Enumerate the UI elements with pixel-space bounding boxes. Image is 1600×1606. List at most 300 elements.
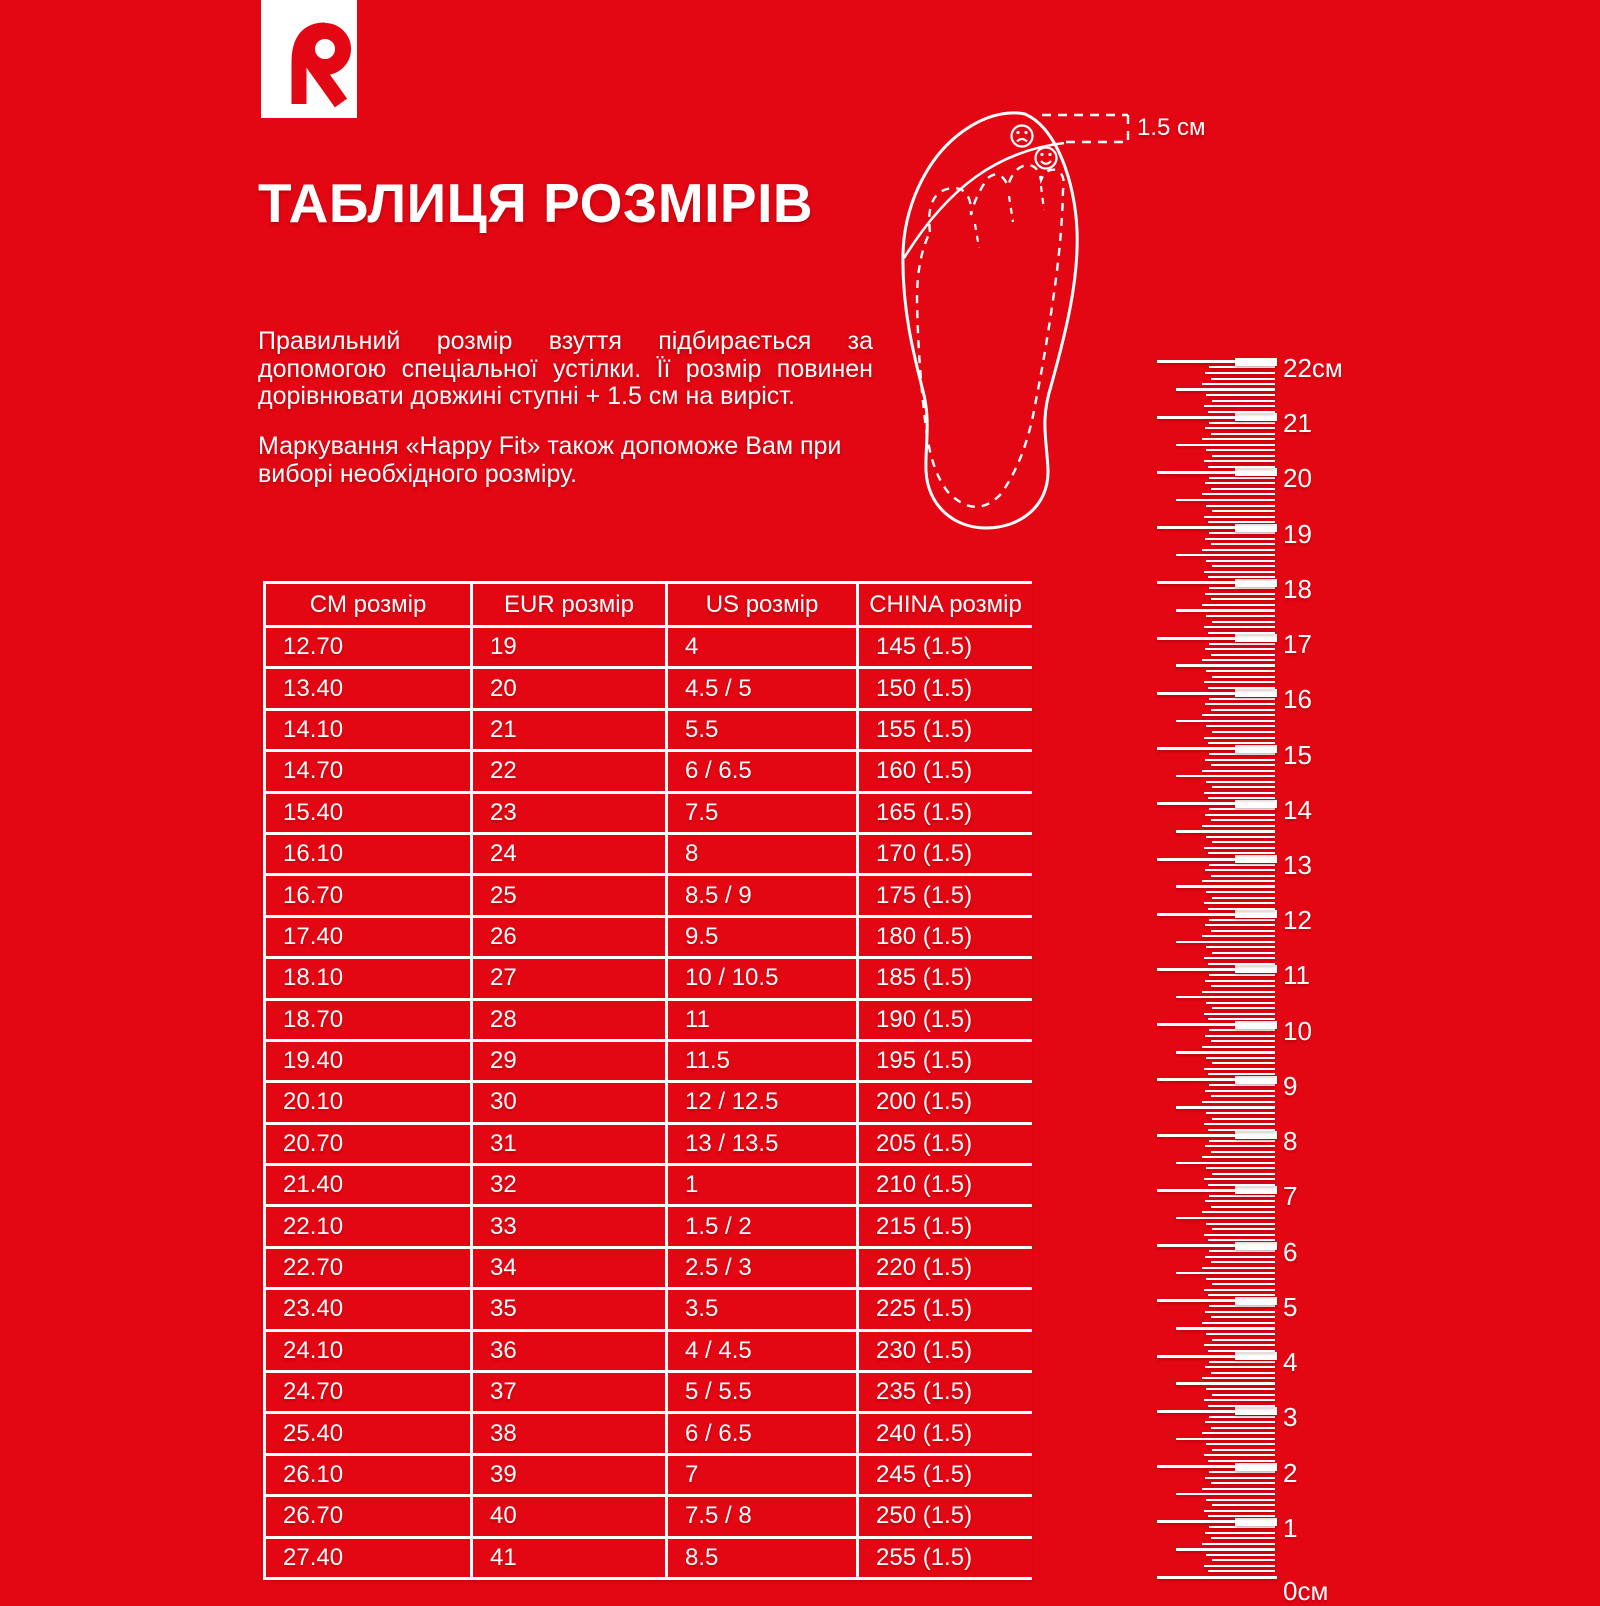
ruler-cm-bar bbox=[1235, 1131, 1277, 1139]
table-cell: 165 (1.5) bbox=[856, 794, 1032, 832]
ruler-cm-line bbox=[1157, 581, 1277, 584]
table-cell: 29 bbox=[470, 1042, 665, 1080]
ruler-mm-tick bbox=[1202, 1488, 1275, 1490]
ruler-mm-tick bbox=[1212, 1339, 1275, 1341]
ruler-5mm-tick bbox=[1176, 554, 1275, 557]
table-cell: 16.10 bbox=[263, 835, 470, 873]
ruler-mm-tick bbox=[1209, 808, 1275, 810]
ruler-mm-tick bbox=[1212, 731, 1275, 733]
ruler-mm-tick bbox=[1202, 604, 1275, 606]
ruler-cm-line bbox=[1157, 1023, 1277, 1026]
table-cell: 6 / 6.5 bbox=[665, 752, 856, 790]
ruler-mm-tick bbox=[1211, 1261, 1275, 1263]
ruler-mm-tick bbox=[1206, 1167, 1275, 1169]
table-cell: 3.5 bbox=[665, 1290, 856, 1328]
table-row bbox=[263, 669, 1032, 710]
ruler-mm-tick bbox=[1212, 1007, 1275, 1009]
ruler-mm-tick bbox=[1206, 781, 1275, 783]
ruler-mm-tick bbox=[1206, 836, 1275, 838]
table-cell: 22.70 bbox=[263, 1249, 470, 1287]
ruler-mm-tick bbox=[1209, 1416, 1275, 1418]
ruler-mm-tick bbox=[1209, 919, 1275, 921]
foot-diagram bbox=[890, 90, 1220, 550]
ruler-cm-bar bbox=[1235, 1352, 1277, 1360]
ruler-mm-tick bbox=[1209, 1140, 1275, 1142]
ruler-mm-tick bbox=[1202, 1432, 1275, 1434]
ruler-mm-tick bbox=[1206, 1223, 1275, 1225]
ruler-label: 9 bbox=[1283, 1070, 1298, 1101]
ruler-5mm-tick bbox=[1176, 1382, 1275, 1385]
ruler-mm-tick bbox=[1212, 897, 1275, 899]
table-header-cell: CM розмір bbox=[263, 584, 470, 625]
table-row bbox=[263, 1373, 1032, 1414]
ruler-mm-tick bbox=[1205, 593, 1275, 595]
ruler-cm-bar bbox=[1235, 1407, 1277, 1415]
ruler-mm-tick bbox=[1208, 797, 1275, 799]
ruler-mm-tick bbox=[1202, 935, 1275, 937]
table-row bbox=[263, 1249, 1032, 1290]
table-cell: 20 bbox=[470, 669, 665, 707]
table-cell: 30 bbox=[470, 1083, 665, 1121]
ruler-5mm-tick bbox=[1176, 1272, 1275, 1275]
table-cell: 21 bbox=[470, 711, 665, 749]
table-cell: 240 (1.5) bbox=[856, 1414, 1032, 1452]
table-row bbox=[263, 1166, 1032, 1207]
ruler-mm-tick bbox=[1212, 510, 1275, 512]
measure-bracket bbox=[1042, 115, 1128, 142]
table-cell: 5 / 5.5 bbox=[665, 1373, 856, 1411]
ruler-cm-bar bbox=[1235, 1297, 1277, 1305]
ruler-mm-tick bbox=[1208, 1184, 1275, 1186]
ruler-mm-tick bbox=[1209, 1471, 1275, 1473]
table-row bbox=[263, 876, 1032, 917]
table-cell: 17.40 bbox=[263, 918, 470, 956]
table-cell: 21.40 bbox=[263, 1166, 470, 1204]
table-cell: 8 bbox=[665, 835, 856, 873]
ruler-mm-tick bbox=[1209, 1526, 1275, 1528]
table-row bbox=[263, 1207, 1032, 1248]
ruler-mm-tick bbox=[1204, 1068, 1275, 1070]
table-cell: 12 / 12.5 bbox=[665, 1083, 856, 1121]
ruler-mm-tick bbox=[1212, 676, 1275, 678]
ruler-label: 10 bbox=[1283, 1015, 1312, 1046]
table-cell: 200 (1.5) bbox=[856, 1083, 1032, 1121]
ruler-cm-line bbox=[1157, 1355, 1277, 1358]
ruler-mm-tick bbox=[1205, 980, 1275, 982]
ruler-mm-tick bbox=[1202, 1377, 1275, 1379]
ruler-label: 22см bbox=[1283, 352, 1343, 383]
intro-paragraph-1: Правильний розмір взуття підбирається за допомогою спеціальної устілки. Її розмір повинен дорівнювати довжині ступні + 1.5 см на виріст. bbox=[258, 327, 873, 410]
ruler-cm-line bbox=[1157, 1576, 1277, 1579]
ruler-label: 4 bbox=[1283, 1347, 1298, 1378]
ruler-5mm-tick bbox=[1176, 775, 1275, 778]
table-cell: 7.5 bbox=[665, 794, 856, 832]
table-cell: 145 (1.5) bbox=[856, 628, 1032, 666]
ruler-mm-tick bbox=[1208, 1129, 1275, 1131]
ruler-5mm-tick bbox=[1176, 1051, 1275, 1054]
ruler-label: 12 bbox=[1283, 905, 1312, 936]
table-row bbox=[263, 1497, 1032, 1538]
ruler-mm-tick bbox=[1211, 930, 1275, 932]
table-row bbox=[263, 1414, 1032, 1455]
ruler-mm-tick bbox=[1209, 1361, 1275, 1363]
table-row bbox=[263, 1125, 1032, 1166]
ruler-5mm-tick bbox=[1176, 609, 1275, 612]
ruler-cm-bar bbox=[1235, 1518, 1277, 1526]
ruler-mm-tick bbox=[1212, 1394, 1275, 1396]
table-cell: 41 bbox=[470, 1539, 665, 1577]
ruler-mm-tick bbox=[1206, 1443, 1275, 1445]
ruler-label: 18 bbox=[1283, 573, 1312, 604]
ruler-mm-tick bbox=[1206, 1333, 1275, 1335]
ruler-mm-tick bbox=[1209, 1084, 1275, 1086]
ruler-label: 14 bbox=[1283, 794, 1312, 825]
ruler-cm-line bbox=[1157, 802, 1277, 805]
table-cell: 24.10 bbox=[263, 1332, 470, 1370]
ruler-cm-line bbox=[1157, 968, 1277, 971]
table-cell: 25.40 bbox=[263, 1414, 470, 1452]
ruler-mm-tick bbox=[1205, 1200, 1275, 1202]
table-cell: 11 bbox=[665, 1001, 856, 1039]
table-cell: 205 (1.5) bbox=[856, 1125, 1032, 1163]
ruler-label: 2 bbox=[1283, 1457, 1298, 1488]
ruler-mm-tick bbox=[1202, 1267, 1275, 1269]
ruler-mm-tick bbox=[1208, 576, 1275, 578]
ruler-mm-tick bbox=[1208, 687, 1275, 689]
ruler-mm-tick bbox=[1206, 1278, 1275, 1280]
ruler-5mm-tick bbox=[1176, 1217, 1275, 1220]
table-cell: 8.5 / 9 bbox=[665, 876, 856, 914]
ruler-mm-tick bbox=[1204, 1123, 1275, 1125]
ruler-mm-tick bbox=[1208, 963, 1275, 965]
ruler-mm-tick bbox=[1212, 952, 1275, 954]
table-cell: 9.5 bbox=[665, 918, 856, 956]
table-row bbox=[263, 794, 1032, 835]
ruler-mm-tick bbox=[1209, 1305, 1275, 1307]
ruler-mm-tick bbox=[1208, 1239, 1275, 1241]
table-cell: 250 (1.5) bbox=[856, 1497, 1032, 1535]
ruler-mm-tick bbox=[1206, 1554, 1275, 1556]
ruler-cm-line bbox=[1157, 858, 1277, 861]
table-row bbox=[263, 1290, 1032, 1331]
toe-cap-line bbox=[904, 143, 1064, 258]
table-cell: 8.5 bbox=[665, 1539, 856, 1577]
ruler-mm-tick bbox=[1211, 1095, 1275, 1097]
ruler-mm-tick bbox=[1211, 543, 1275, 545]
ruler-mm-tick bbox=[1211, 1427, 1275, 1429]
ruler-mm-tick bbox=[1205, 1311, 1275, 1313]
table-cell: 24 bbox=[470, 835, 665, 873]
ruler-mm-tick bbox=[1205, 924, 1275, 926]
ruler-mm-tick bbox=[1211, 875, 1275, 877]
ruler-mm-tick bbox=[1204, 1399, 1275, 1401]
ruler-mm-tick bbox=[1208, 1073, 1275, 1075]
ruler-mm-tick bbox=[1202, 714, 1275, 716]
ruler-mm-tick bbox=[1212, 1118, 1275, 1120]
table-cell: 5.5 bbox=[665, 711, 856, 749]
table-cell: 38 bbox=[470, 1414, 665, 1452]
ruler-cm-bar bbox=[1235, 1463, 1277, 1471]
ruler-cm-bar bbox=[1235, 1242, 1277, 1250]
ruler-5mm-tick bbox=[1176, 1493, 1275, 1496]
table-row bbox=[263, 1539, 1032, 1580]
table-cell: 12.70 bbox=[263, 628, 470, 666]
ruler-cm-line bbox=[1157, 913, 1277, 916]
table-cell: 4.5 / 5 bbox=[665, 669, 856, 707]
ruler-cm-line bbox=[1157, 1520, 1277, 1523]
ruler-cm-line bbox=[1157, 1244, 1277, 1247]
ruler-mm-tick bbox=[1209, 1250, 1275, 1252]
ruler-mm-tick bbox=[1206, 560, 1275, 562]
ruler-mm-tick bbox=[1205, 1421, 1275, 1423]
ruler-mm-tick bbox=[1206, 670, 1275, 672]
ruler-5mm-tick bbox=[1176, 1438, 1275, 1441]
table-cell: 34 bbox=[470, 1249, 665, 1287]
ruler-cm-line bbox=[1157, 1299, 1277, 1302]
ruler-mm-tick bbox=[1206, 946, 1275, 948]
table-cell: 37 bbox=[470, 1373, 665, 1411]
ruler-5mm-tick bbox=[1176, 1327, 1275, 1330]
table-cell: 18.70 bbox=[263, 1001, 470, 1039]
ruler-mm-tick bbox=[1208, 1460, 1275, 1462]
table-row bbox=[263, 711, 1032, 752]
ruler-mm-tick bbox=[1204, 626, 1275, 628]
ruler-mm-tick bbox=[1211, 433, 1275, 435]
ruler-label: 17 bbox=[1283, 629, 1312, 660]
ruler-mm-tick bbox=[1206, 615, 1275, 617]
table-row bbox=[263, 1083, 1032, 1124]
ruler-cm-bar bbox=[1235, 1186, 1277, 1194]
table-cell: 27 bbox=[470, 959, 665, 997]
toe-separator-lines bbox=[975, 186, 1044, 248]
table-row bbox=[263, 1042, 1032, 1083]
ruler-mm-tick bbox=[1209, 1029, 1275, 1031]
ruler-5mm-tick bbox=[1176, 1106, 1275, 1109]
table-cell: 175 (1.5) bbox=[856, 876, 1032, 914]
table-cell: 26.10 bbox=[263, 1456, 470, 1494]
ruler-mm-tick bbox=[1202, 1211, 1275, 1213]
table-row bbox=[263, 752, 1032, 793]
ruler-mm-tick bbox=[1212, 621, 1275, 623]
ruler-mm-tick bbox=[1208, 908, 1275, 910]
table-cell: 26.70 bbox=[263, 1497, 470, 1535]
ruler-mm-tick bbox=[1204, 737, 1275, 739]
ruler-mm-tick bbox=[1212, 786, 1275, 788]
table-cell: 4 bbox=[665, 628, 856, 666]
ruler-mm-tick bbox=[1209, 864, 1275, 866]
table-cell: 190 (1.5) bbox=[856, 1001, 1032, 1039]
table-cell: 185 (1.5) bbox=[856, 959, 1032, 997]
ruler-mm-tick bbox=[1209, 698, 1275, 700]
table-cell: 32 bbox=[470, 1166, 665, 1204]
ruler-mm-tick bbox=[1204, 1510, 1275, 1512]
table-cell: 210 (1.5) bbox=[856, 1166, 1032, 1204]
table-cell: 22 bbox=[470, 752, 665, 790]
table-row bbox=[263, 959, 1032, 1000]
ruler-mm-tick bbox=[1211, 488, 1275, 490]
ruler-5mm-tick bbox=[1176, 1162, 1275, 1165]
sad-face-icon bbox=[1012, 126, 1033, 147]
ruler-mm-tick bbox=[1208, 1294, 1275, 1296]
ruler-mm-tick bbox=[1212, 1283, 1275, 1285]
ruler-cm-line bbox=[1157, 1410, 1277, 1413]
ruler-cm-line bbox=[1157, 1134, 1277, 1137]
ruler-mm-tick bbox=[1205, 1090, 1275, 1092]
ruler-mm-tick bbox=[1204, 1565, 1275, 1567]
ruler-mm-tick bbox=[1204, 681, 1275, 683]
table-cell: 19 bbox=[470, 628, 665, 666]
ruler-mm-tick bbox=[1202, 1543, 1275, 1545]
table-cell: 6 / 6.5 bbox=[665, 1414, 856, 1452]
table-cell: 180 (1.5) bbox=[856, 918, 1032, 956]
ruler-mm-tick bbox=[1206, 1388, 1275, 1390]
table-cell: 33 bbox=[470, 1207, 665, 1245]
ruler-cm-line bbox=[1157, 1189, 1277, 1192]
ruler-mm-tick bbox=[1212, 455, 1275, 457]
ruler-mm-tick bbox=[1204, 1178, 1275, 1180]
ruler-cm-line bbox=[1157, 1078, 1277, 1081]
ruler-mm-tick bbox=[1205, 759, 1275, 761]
table-cell: 23.40 bbox=[263, 1290, 470, 1328]
ruler-mm-tick bbox=[1202, 659, 1275, 661]
table-row bbox=[263, 918, 1032, 959]
ruler-cm-line bbox=[1157, 747, 1277, 750]
table-cell: 160 (1.5) bbox=[856, 752, 1032, 790]
ruler-cm-bar bbox=[1235, 855, 1277, 863]
ruler-cm-bar bbox=[1235, 524, 1277, 532]
ruler-5mm-tick bbox=[1176, 885, 1275, 888]
table-cell: 18.10 bbox=[263, 959, 470, 997]
ruler-mm-tick bbox=[1202, 880, 1275, 882]
gap-size-label: 1.5 см bbox=[1137, 114, 1206, 141]
ruler-mm-tick bbox=[1211, 598, 1275, 600]
ruler-mm-tick bbox=[1208, 1515, 1275, 1517]
ruler-mm-tick bbox=[1204, 847, 1275, 849]
table-cell: 220 (1.5) bbox=[856, 1249, 1032, 1287]
ruler-cm-bar bbox=[1235, 413, 1277, 421]
table-cell: 19.40 bbox=[263, 1042, 470, 1080]
ruler-mm-tick bbox=[1211, 654, 1275, 656]
ruler-mm-tick bbox=[1211, 1482, 1275, 1484]
ruler-mm-tick bbox=[1206, 1057, 1275, 1059]
table-cell: 255 (1.5) bbox=[856, 1539, 1032, 1577]
ruler-cm-bar bbox=[1235, 358, 1277, 366]
table-cell: 7 bbox=[665, 1456, 856, 1494]
ruler-mm-tick bbox=[1202, 1101, 1275, 1103]
ruler-cm-line bbox=[1157, 1465, 1277, 1468]
table-cell: 26 bbox=[470, 918, 665, 956]
table-cell: 7.5 / 8 bbox=[665, 1497, 856, 1535]
ruler-mm-tick bbox=[1209, 753, 1275, 755]
ruler-mm-tick bbox=[1204, 571, 1275, 573]
ruler-mm-tick bbox=[1206, 1002, 1275, 1004]
ruler-mm-tick bbox=[1208, 1405, 1275, 1407]
table-cell: 40 bbox=[470, 1497, 665, 1535]
ruler-mm-tick bbox=[1211, 1151, 1275, 1153]
table-cell: 14.70 bbox=[263, 752, 470, 790]
ruler-mm-tick bbox=[1206, 725, 1275, 727]
ruler-cm-bar bbox=[1235, 1021, 1277, 1029]
ruler-mm-tick bbox=[1204, 1289, 1275, 1291]
ruler-cm-bar bbox=[1235, 745, 1277, 753]
ruler-mm-tick bbox=[1211, 764, 1275, 766]
foot-outline bbox=[917, 165, 1064, 507]
ruler-mm-tick bbox=[1211, 378, 1275, 380]
table-cell: 16.70 bbox=[263, 876, 470, 914]
ruler-cm-bar bbox=[1235, 965, 1277, 973]
ruler-mm-tick bbox=[1202, 825, 1275, 827]
ruler-label: 21 bbox=[1283, 408, 1312, 439]
size-table-body bbox=[263, 628, 1032, 1580]
table-cell: 13.40 bbox=[263, 669, 470, 707]
ruler-mm-tick bbox=[1208, 1570, 1275, 1572]
table-header-row bbox=[263, 584, 1032, 628]
ruler-5mm-tick bbox=[1176, 996, 1275, 999]
table-cell: 15.40 bbox=[263, 794, 470, 832]
ruler-mm-tick bbox=[1212, 1559, 1275, 1561]
ruler-5mm-tick bbox=[1176, 830, 1275, 833]
ruler-mm-tick bbox=[1205, 648, 1275, 650]
ruler-cm-bar bbox=[1235, 468, 1277, 476]
ruler-mm-tick bbox=[1212, 1228, 1275, 1230]
table-cell: 4 / 4.5 bbox=[665, 1332, 856, 1370]
table-cell: 24.70 bbox=[263, 1373, 470, 1411]
ruler-mm-tick bbox=[1202, 991, 1275, 993]
ruler-cm-line bbox=[1157, 692, 1277, 695]
ruler-cm-bar bbox=[1235, 910, 1277, 918]
ruler-mm-tick bbox=[1205, 1145, 1275, 1147]
ruler-label: 6 bbox=[1283, 1236, 1298, 1267]
ruler-label: 16 bbox=[1283, 684, 1312, 715]
ruler-mm-tick bbox=[1211, 1206, 1275, 1208]
ruler-mm-tick bbox=[1208, 1350, 1275, 1352]
table-cell: 28 bbox=[470, 1001, 665, 1039]
ruler-cm-bar bbox=[1235, 800, 1277, 808]
table-cell: 245 (1.5) bbox=[856, 1456, 1032, 1494]
table-header-cell: CHINA розмір bbox=[856, 584, 1032, 625]
ruler-mm-tick bbox=[1205, 1477, 1275, 1479]
table-cell: 1 bbox=[665, 1166, 856, 1204]
ruler-mm-tick bbox=[1208, 852, 1275, 854]
table-cell: 150 (1.5) bbox=[856, 669, 1032, 707]
ruler-mm-tick bbox=[1204, 1234, 1275, 1236]
ruler-mm-tick bbox=[1211, 819, 1275, 821]
ruler-mm-tick bbox=[1208, 742, 1275, 744]
ruler-label: 0см bbox=[1283, 1576, 1329, 1606]
ruler-label: 7 bbox=[1283, 1181, 1298, 1212]
ruler-mm-tick bbox=[1212, 1173, 1275, 1175]
ruler-cm-bar bbox=[1235, 634, 1277, 642]
table-cell: 2.5 / 3 bbox=[665, 1249, 856, 1287]
ruler-mm-tick bbox=[1209, 974, 1275, 976]
ruler-mm-tick bbox=[1204, 1344, 1275, 1346]
ruler-mm-tick bbox=[1202, 1046, 1275, 1048]
table-cell: 155 (1.5) bbox=[856, 711, 1032, 749]
ruler-label: 8 bbox=[1283, 1126, 1298, 1157]
table-cell: 13 / 13.5 bbox=[665, 1125, 856, 1163]
table-cell: 36 bbox=[470, 1332, 665, 1370]
ruler-label: 5 bbox=[1283, 1291, 1298, 1322]
ruler-mm-tick bbox=[1209, 1195, 1275, 1197]
ruler-5mm-tick bbox=[1176, 1548, 1275, 1551]
ruler-mm-tick bbox=[1205, 814, 1275, 816]
ruler-mm-tick bbox=[1205, 1035, 1275, 1037]
ruler-mm-tick bbox=[1212, 841, 1275, 843]
ruler-mm-tick bbox=[1209, 643, 1275, 645]
ruler-mm-tick bbox=[1202, 1156, 1275, 1158]
table-cell: 215 (1.5) bbox=[856, 1207, 1032, 1245]
table-cell: 31 bbox=[470, 1125, 665, 1163]
